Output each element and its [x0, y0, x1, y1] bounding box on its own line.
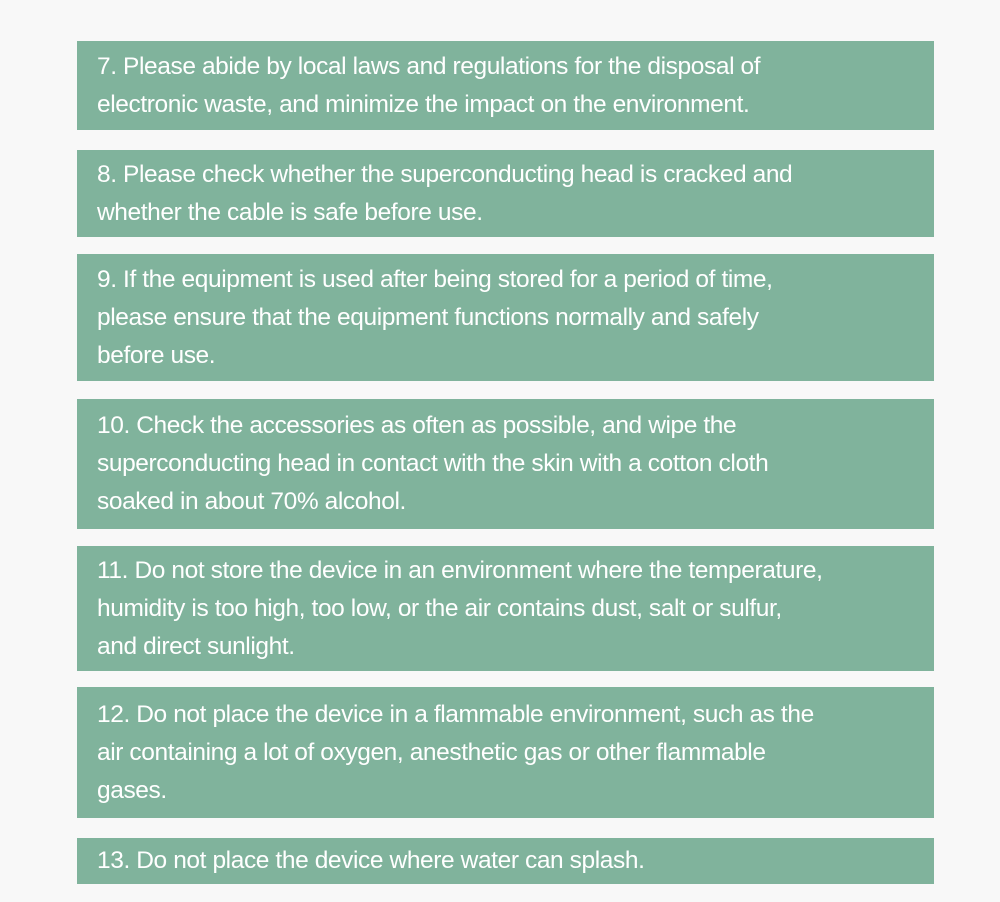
notice-item-11	[77, 546, 934, 671]
notice-item-10	[77, 399, 934, 529]
notice-text-10: 10. Check the accessories as often as possible, and wipe the superconducting head in contact with the skin with a cotton cloth soaked in about 70% alcohol.	[97, 412, 769, 515]
notice-text-11: 11. Do not store the device in an environment where the temperature, humidity is too high, too low, or the air contains dust, salt or sulfur, and direct sunlight.	[97, 556, 823, 660]
notice-text-8: 8. Please check whether the superconducting head is cracked and whether the cable is safe before use.	[97, 160, 793, 226]
notice-item-8	[77, 150, 934, 237]
notice-item-9	[77, 254, 934, 381]
notice-item-13	[77, 838, 934, 884]
notice-text-7: 7. Please abide by local laws and regulations for the disposal of electronic waste, and minimize the impact on the environment.	[97, 52, 761, 118]
notice-item-12	[77, 687, 934, 818]
notice-text-13: 13. Do not place the device where water can splash.	[97, 847, 645, 874]
notice-item-7	[77, 41, 934, 130]
notice-text-12: 12. Do not place the device in a flammable environment, such as the air containing a lot of oxygen, anesthetic gas or other flammable gases.	[97, 700, 814, 804]
notice-text-9: 9. If the equipment is used after being stored for a period of time, please ensure that the equipment functions normally and safely before use.	[97, 265, 773, 369]
